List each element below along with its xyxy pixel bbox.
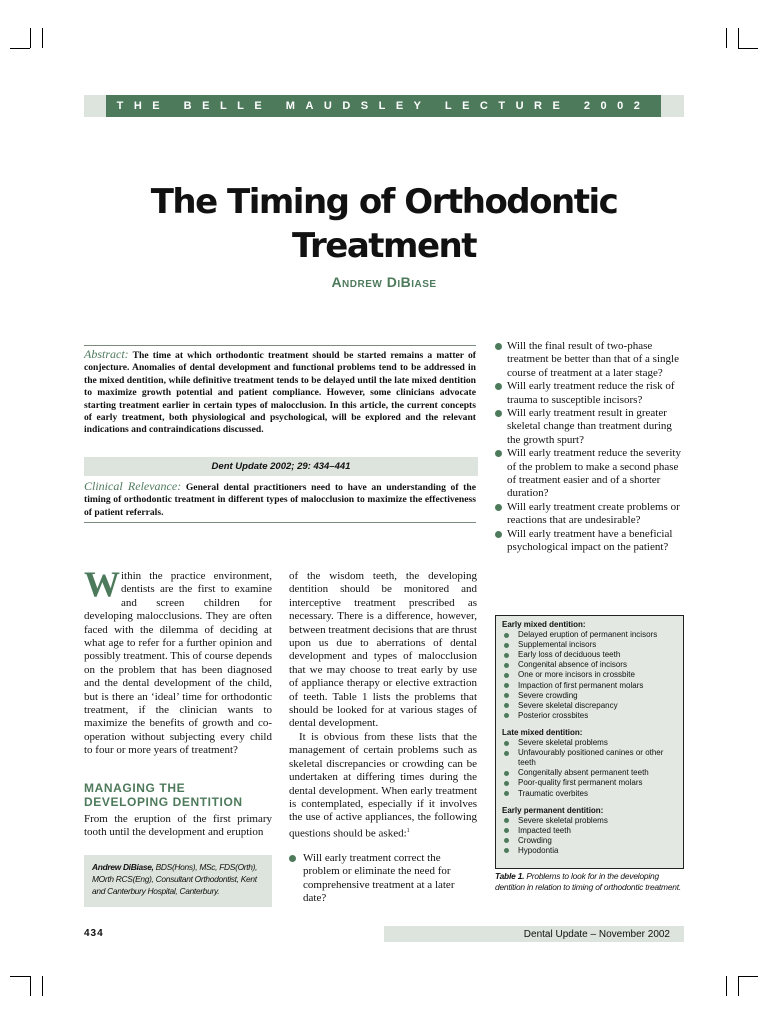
crop-mark <box>10 976 30 977</box>
table-item: Congenital absence of incisors <box>502 660 677 670</box>
reference-superscript: 1 <box>406 827 410 834</box>
table-item: Hypodontia <box>502 846 677 856</box>
table-group-early-mixed <box>502 620 677 721</box>
abstract-top-rule <box>84 345 476 346</box>
crop-mark <box>30 976 31 996</box>
crop-mark <box>738 976 758 977</box>
bullet-icon <box>504 643 509 648</box>
bullet-icon <box>504 713 509 718</box>
article-title <box>84 180 684 268</box>
section-paragraph: From the eruption of the first primary tooth until the development and eruption <box>84 813 272 839</box>
crop-mark <box>42 28 43 48</box>
bullet-icon <box>504 838 509 843</box>
bullet-icon <box>504 673 509 678</box>
intro-text: ithin the practice environment, dentists are the first to examine and screen children for developing malocclusions. They are often faced with the dilemma of deciding at what age to refer for a further opinion and possibly treatment. This of course depends on the problem that has been diagnosed and the dental development of the child, but is there an ‘ideal’ time for orthodontic treatment, if the clinician wants to maximize the benefits of growth and co-operation without subjecting every child to four or more years of treatment? <box>84 570 272 757</box>
bullet-icon <box>495 383 502 390</box>
table-item: Early loss of deciduous teeth <box>502 650 677 660</box>
col2-paragraph-2: It is obvious from these lists that the management of certain problems such as skeletal discrepancies or crowding can be undertaken at differing times during the dental development. When early treatment is contemplated, especially if it involves the use of active appliances, the following questions should be asked:$^1$ <box>289 730 477 840</box>
table-item: Crowding <box>502 836 677 846</box>
question-item: Will early treatment reduce the risk of trauma to susceptible incisors? <box>495 380 685 407</box>
bullet-icon <box>504 791 509 796</box>
crop-mark <box>726 976 727 996</box>
section-heading: MANAGING THE DEVELOPING DENTITION <box>84 781 243 809</box>
article-author: Andrew DiBiase <box>331 274 437 290</box>
bullet-icon <box>495 343 502 350</box>
table-item: Severe skeletal problems <box>502 738 677 748</box>
crop-mark <box>738 48 758 49</box>
bullet-icon <box>495 450 502 457</box>
abstract-text: The time at which orthodontic treatment should be started remains a matter of conjecture. Anomalies of dental development and functional problems tend to be addressed in the mixed dentition, while definitive treatment tends to be delayed until the late mixed dentition to maximize growth potential and patient compliance. However, some clinicians advocate starting treatment earlier in certain types of malocclusion. In this article, the current concepts of early treatment, both physiological and psychological, will be explored and the relevant indications and contraindications discussed. <box>84 350 477 436</box>
bullet-icon <box>504 848 509 853</box>
bullet-icon <box>504 741 509 746</box>
crop-mark <box>726 28 727 48</box>
page-number: 434 <box>84 928 104 939</box>
drop-cap: W <box>84 564 120 604</box>
table-group-title: Late mixed dentition: <box>502 727 583 737</box>
bullet-icon <box>504 683 509 688</box>
table-group-title: Early mixed dentition: <box>502 620 586 629</box>
table-item: Posterior crossbites <box>502 711 677 721</box>
table-caption <box>495 871 685 893</box>
question-item: Will early treatment reduce the severity of the problem to make a second phase of treatment easier and of a shorter duration? <box>495 447 685 501</box>
abstract <box>84 348 476 437</box>
citation: Dent Update 2002; 29: 434–441 <box>84 457 478 476</box>
table-item: Impacted teeth <box>502 826 677 836</box>
crop-mark <box>30 28 31 48</box>
bullet-icon <box>495 504 502 511</box>
bullet-icon <box>504 633 509 638</box>
bullet-icon <box>504 703 509 708</box>
bullet-icon <box>495 531 502 538</box>
table-group-title: Early permanent dentition: <box>502 805 604 815</box>
abstract-label: Abstract: <box>84 347 129 361</box>
author-affiliation <box>84 855 272 907</box>
bullet-icon <box>504 781 509 786</box>
question-item: Will the final result of two-phase treatment be better than that of a single course of treatment at a later stage? <box>495 340 685 380</box>
column-two-text <box>289 570 477 841</box>
bullet-icon <box>504 828 509 833</box>
table-group-early-permanent <box>502 806 677 856</box>
table-caption-label: Table 1. <box>495 871 525 881</box>
table-item: Poor-quality first permanent molars <box>502 778 677 788</box>
crop-mark <box>738 28 739 48</box>
table-item: Unfavourably positioned canines or other teeth <box>502 748 677 768</box>
lecture-banner: THE BELLE MAUDSLEY LECTURE 2002 <box>106 95 661 117</box>
bullet-icon <box>504 693 509 698</box>
col2-paragraph-1: of the wisdom teeth, the developing dentition should be monitored and interceptive treatment prescribed as necessary. There is a difference, however, between treatment decisions that are thrust upon us due to aberrations of dental development and types of malocclusion that we may choose to treat early by use of appliance therapy or elective extraction of teeth. Table 1 lists the problems that should be looked for at various stages of dental development. <box>289 570 477 730</box>
question-list <box>495 340 685 555</box>
table-item: Congenitally absent permanent teeth <box>502 768 677 778</box>
table-item: Impaction of first permanent molars <box>502 681 677 691</box>
clinical-relevance-label: Clinical Relevance: <box>84 479 182 493</box>
bullet-icon <box>289 855 296 862</box>
crop-mark <box>738 976 739 996</box>
question-item: Will early treatment result in greater skeletal change than treatment during the growth spurt? <box>495 407 685 447</box>
column-two-question <box>289 852 479 906</box>
table-item: Supplemental incisors <box>502 640 677 650</box>
abstract-bottom-rule <box>84 522 476 523</box>
question-item: Will early treatment correct the problem or eliminate the need for comprehensive treatment at a later date? <box>289 852 479 906</box>
intro-paragraph <box>84 564 272 758</box>
table-item: Severe skeletal discrepancy <box>502 701 677 711</box>
bullet-icon <box>504 653 509 658</box>
table-item: Severe crowding <box>502 691 677 701</box>
crop-mark <box>42 976 43 996</box>
question-item: Will early treatment have a beneficial psychological impact on the patient? <box>495 528 685 555</box>
table-group-late-mixed <box>502 728 677 799</box>
bullet-icon <box>504 771 509 776</box>
bullet-icon <box>495 410 502 417</box>
table-item: Delayed eruption of permanent incisors <box>502 630 677 640</box>
table-caption-text: Problems to look for in the developing dentition in relation to timing of orthodontic treatment. <box>495 871 681 892</box>
bullet-icon <box>504 663 509 668</box>
title-line-2: Treatment <box>292 226 476 266</box>
title-line-1: The Timing of Orthodontic <box>150 182 618 222</box>
table-item: One or more incisors in crossbite <box>502 670 677 680</box>
bullet-icon <box>504 751 509 756</box>
crop-mark <box>10 48 30 49</box>
clinical-relevance-text: General dental practitioners need to have an understanding of the timing of orthodontic treatment in different types of malocclusion to maximize the effectiveness of patient referrals. <box>84 482 476 518</box>
journal-footer: Dental Update – November 2002 <box>384 926 684 942</box>
clinical-relevance <box>84 480 476 519</box>
table-item: Traumatic overbites <box>502 789 677 799</box>
table-item: Severe skeletal problems <box>502 816 677 826</box>
bullet-icon <box>504 818 509 823</box>
question-item: Will early treatment create problems or reactions that are undesirable? <box>495 501 685 528</box>
affiliation-details: BDS(Hons), MSc, FDS(Orth), MOrth RCS(Eng), Consultant Orthodontist, Kent and Canterbury Hospital, Canterbury. <box>92 862 258 896</box>
table-1 <box>495 615 684 869</box>
affiliation-name: Andrew DiBiase, <box>92 862 154 872</box>
